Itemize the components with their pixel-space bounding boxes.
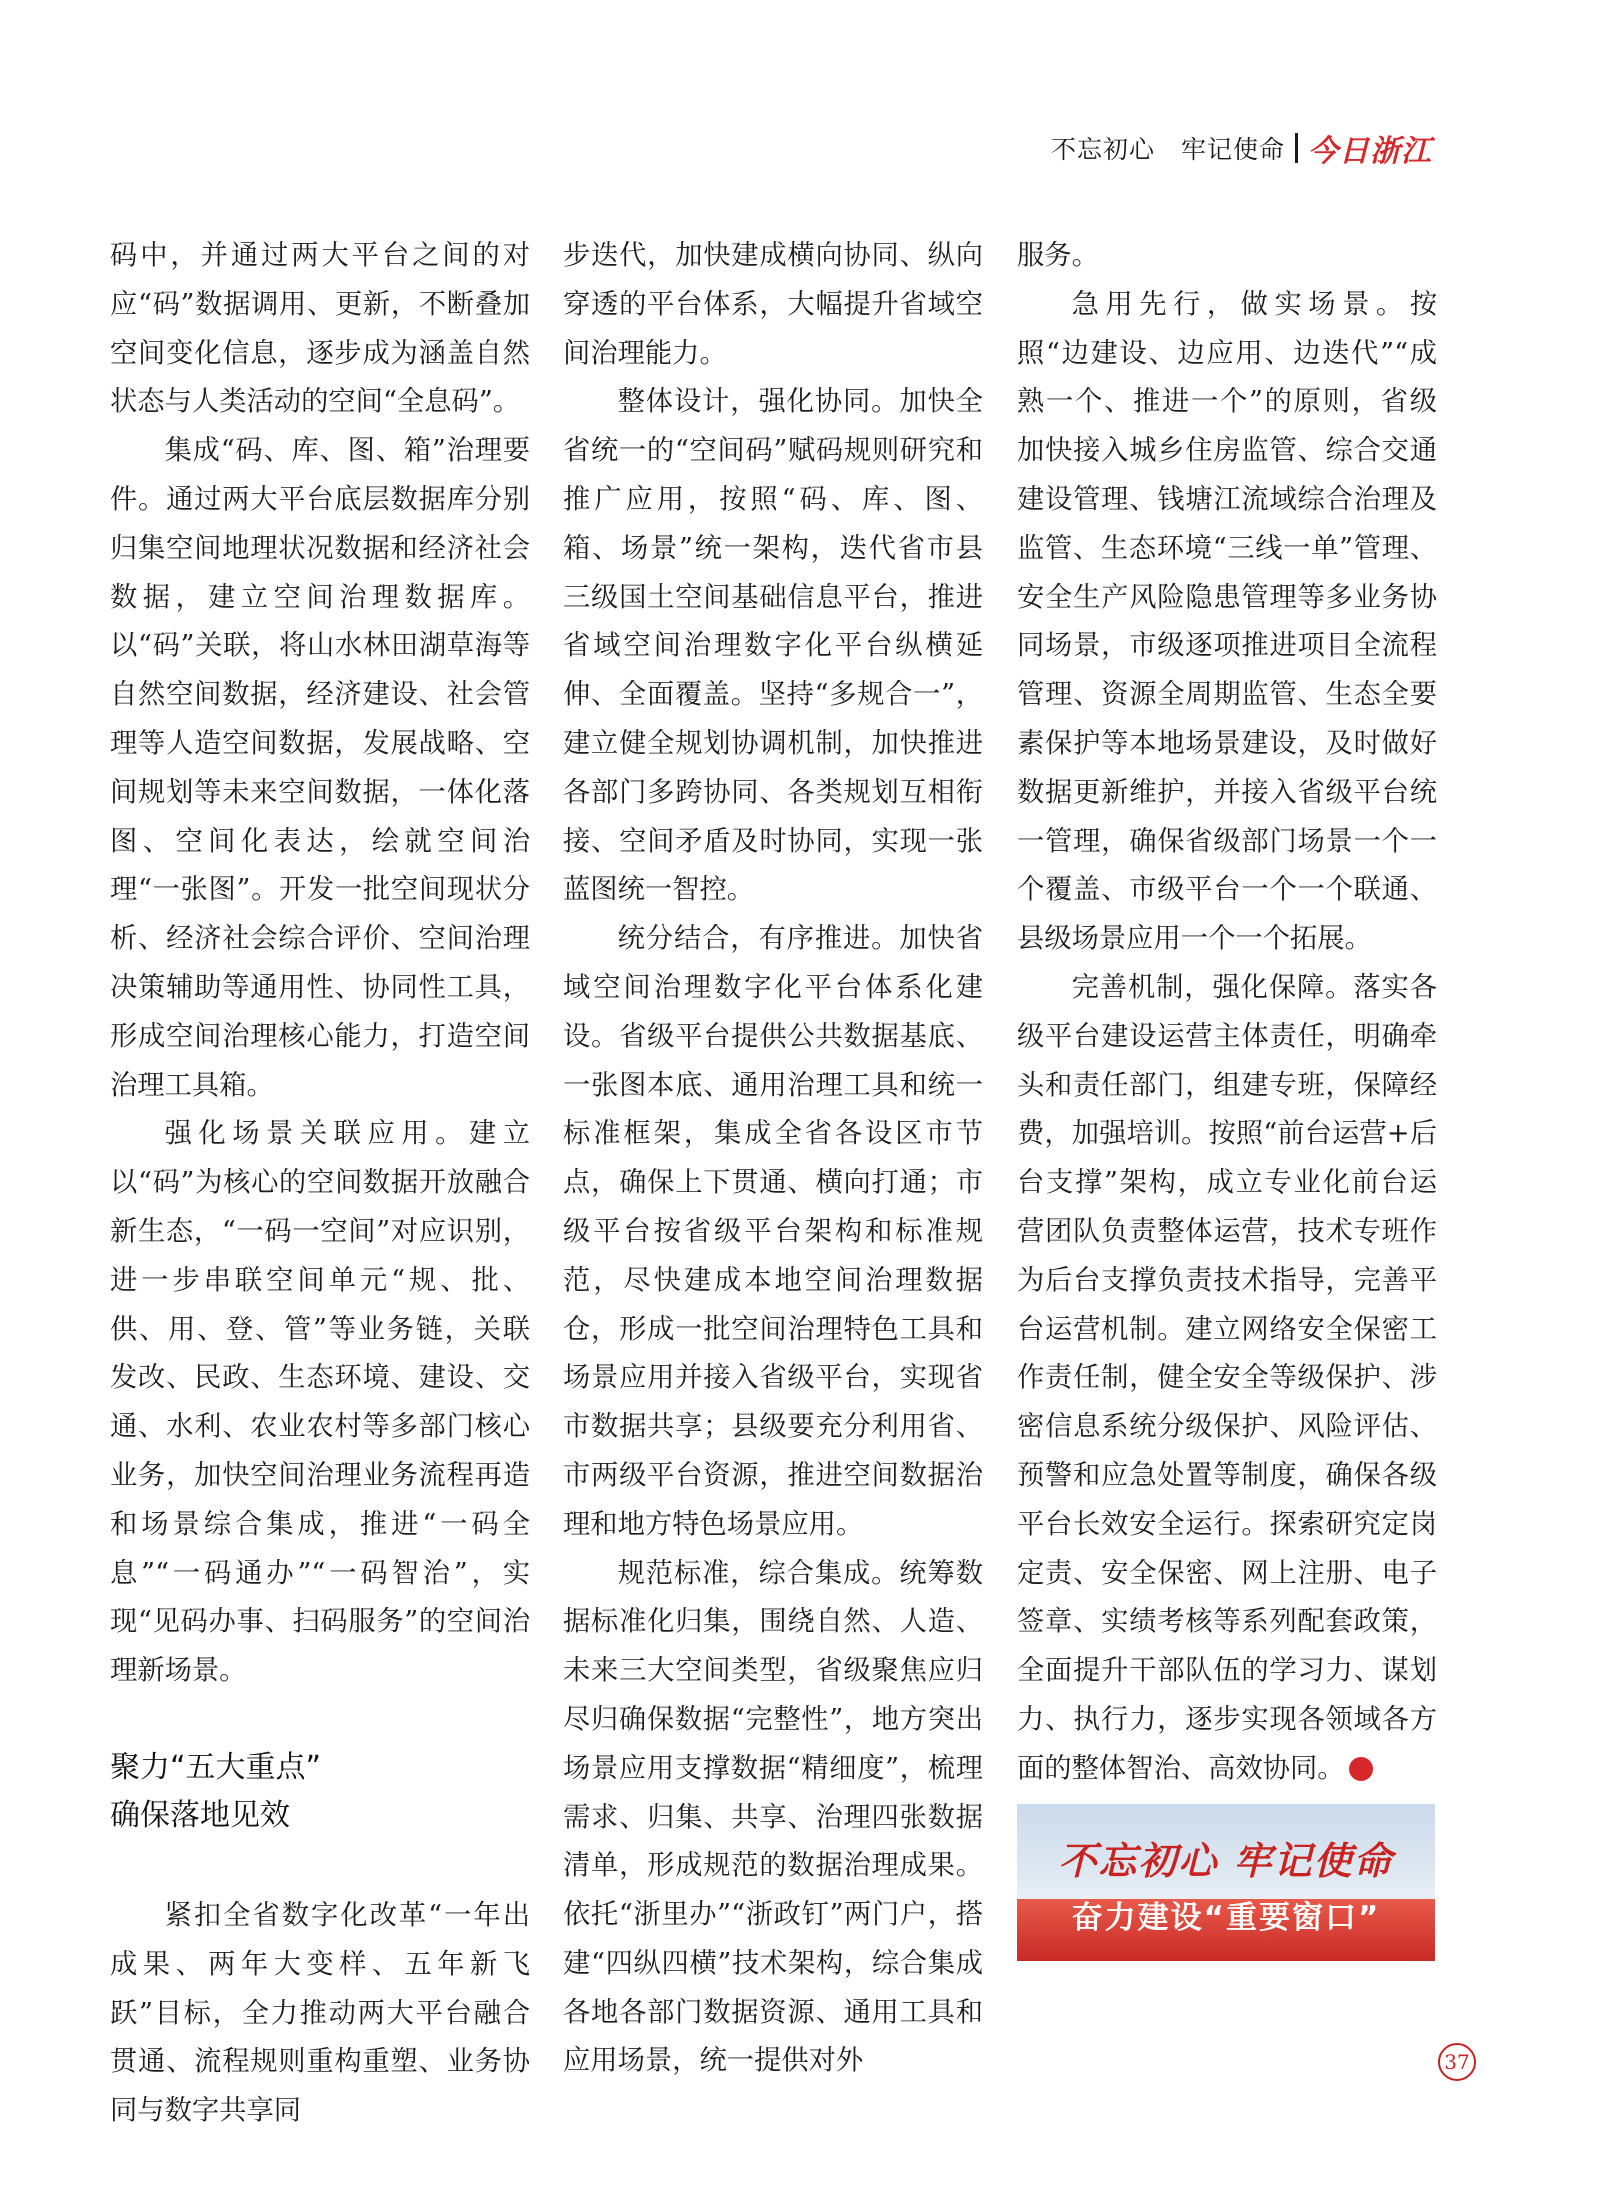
campaign-banner xyxy=(1017,1804,1435,1961)
banner-slogan: 不忘初心 牢记使命 xyxy=(1058,1838,1394,1883)
paragraph: 紧扣全省数字化改革“一年出成果、两年大变样、五年新飞跃”目标，全力推动两大平台融合贯通、流程规则重构重塑、业务协同与数字共享同 xyxy=(110,1899,530,2127)
brand-logo: 今日浙江 xyxy=(1308,134,1432,169)
banner-title: 奋力建设“重要窗口” xyxy=(1071,1900,1381,1936)
section-heading-line-1: 聚力“五大重点” xyxy=(110,1749,322,1785)
paragraph: 集成“码、库、图、箱”治理要件。通过两大平台底层数据库分别归集空间地理状况数据和经济社会数据，建立空间治理数据库。以“码”关联，将山水林田湖草海等自然空间数据，经济建设、社会管理等人造空间数据，发展战略、空间规划等未来空间数据，一体化落图、空间化表达，绘就空间治理“一张图”。开发一批空间现状分析、经济社会综合评价、空间治理决策辅助等通用性、协同性工具，形成空间治理核心能力，打造空间治理工具箱。 xyxy=(110,435,530,1101)
paragraph: 规范标准，综合集成。统筹数据标准化归集，围绕自然、人造、未来三大空间类型，省级聚焦应归尽归确保数据“完整性”，地方突出场景应用支撑数据“精细度”，梳理需求、归集、共享、治理四张数据清单，形成规范的数据治理成果。依托“浙里办”“浙政钉”两门户，搭建“四纵四横”技术架构，综合集成各地各部门数据资源、通用工具和应用场景，统一提供对外 xyxy=(563,1557,983,2077)
header-slogan: 不忘初心 牢记使命 xyxy=(1050,135,1285,164)
paragraph: 急用先行，做实场景。按照“边建设、边应用、边迭代”“成熟一个、推进一个”的原则，省级加快接入城乡住房监管、综合交通建设管理、钱塘江流域综合治理及监管、生态环境“三线一单”管理、安全生产风险隐患管理等多业务协同场景，市级逐项推进项目全流程管理、资源全周期监管、生态全要素保护等本地场景建设，及时做好数据更新维护，并接入省级平台统一管理，确保省级部门场景一个一个覆盖、市级平台一个一个联通、县级场景应用一个一个拓展。 xyxy=(1017,288,1437,955)
page-number: 37 xyxy=(1438,2043,1476,2081)
section-heading xyxy=(110,1744,530,1840)
end-mark-icon: 今 xyxy=(1349,1757,1373,1781)
paragraph-text: 完善机制，强化保障。落实各级平台建设运营主体责任，明确牵头和责任部门，组建专班，保障经费，加强培训。按照“前台运营+后台支撑”架构，成立专业化前台运营团队负责整体运营，技术专班作为后台支撑负责技术指导，完善平台运营机制。建立网络安全保密工作责任制，健全安全等级保护、涉密信息系统分级保护、风险评估、预警和应急处置等制度，确保各级平台长效安全运行。探索研究定岗定责、安全保密、网上注册、电子签章、实绩考核等系列配套政策，全面提升干部队伍的学习力、谋划力、执行力，逐步实现各领域各方面的整体智治、高效协同。 xyxy=(1017,971,1437,1784)
paragraph xyxy=(1017,964,1437,1794)
article-column-1 xyxy=(110,232,530,2136)
paragraph: 服务。 xyxy=(1017,240,1099,271)
article-column-2 xyxy=(563,232,983,2086)
paragraph: 强化场景关联应用。建立以“码”为核心的空间数据开放融合新生态，“一码一空间”对应识别，进一步串联空间单元“规、批、供、用、登、管”等业务链，关联发改、民政、生态环境、建设、交通、水利、农业农村等多部门核心业务，加快空间治理业务流程再造和场景综合集成，推进“一码全息”“一码通办”“一码智治”，实现“见码办事、扫码服务”的空间治理新场景。 xyxy=(110,1118,530,1687)
article-column-3 xyxy=(1017,232,1437,1794)
header-divider xyxy=(1295,133,1298,163)
paragraph: 统分结合，有序推进。加快省域空间治理数字化平台体系化建设。省级平台提供公共数据基底、一张图本底、通用治理工具和统一标准框架，集成全省各设区市节点，确保上下贯通、横向打通；市级平台按省级平台架构和标准规范，尽快建成本地空间治理数据仓，形成一批空间治理特色工具和场景应用并接入省级平台，实现省市数据共享；县级要充分利用省、市两级平台资源，推进空间数据治理和地方特色场景应用。 xyxy=(563,923,983,1540)
section-heading-line-2: 确保落地见效 xyxy=(110,1797,290,1833)
paragraph: 整体设计，强化协同。加快全省统一的“空间码”赋码规则研究和推广应用，按照“码、库、图、箱、场景”统一架构，迭代省市县三级国土空间基础信息平台，推进省域空间治理数字化平台纵横延伸、全面覆盖。坚持“多规合一”，建立健全规划协调机制，加快推进各部门多跨协同、各类规划互相衔接、空间矛盾及时协同，实现一张蓝图统一智控。 xyxy=(563,386,983,906)
paragraph: 码中，并通过两大平台之间的对应“码”数据调用、更新，不断叠加空间变化信息，逐步成为涵盖自然状态与人类活动的空间“全息码”。 xyxy=(110,240,530,418)
page-header xyxy=(1051,126,1432,170)
paragraph: 步迭代，加快建成横向协同、纵向穿透的平台体系，大幅提升省域空间治理能力。 xyxy=(563,240,983,369)
